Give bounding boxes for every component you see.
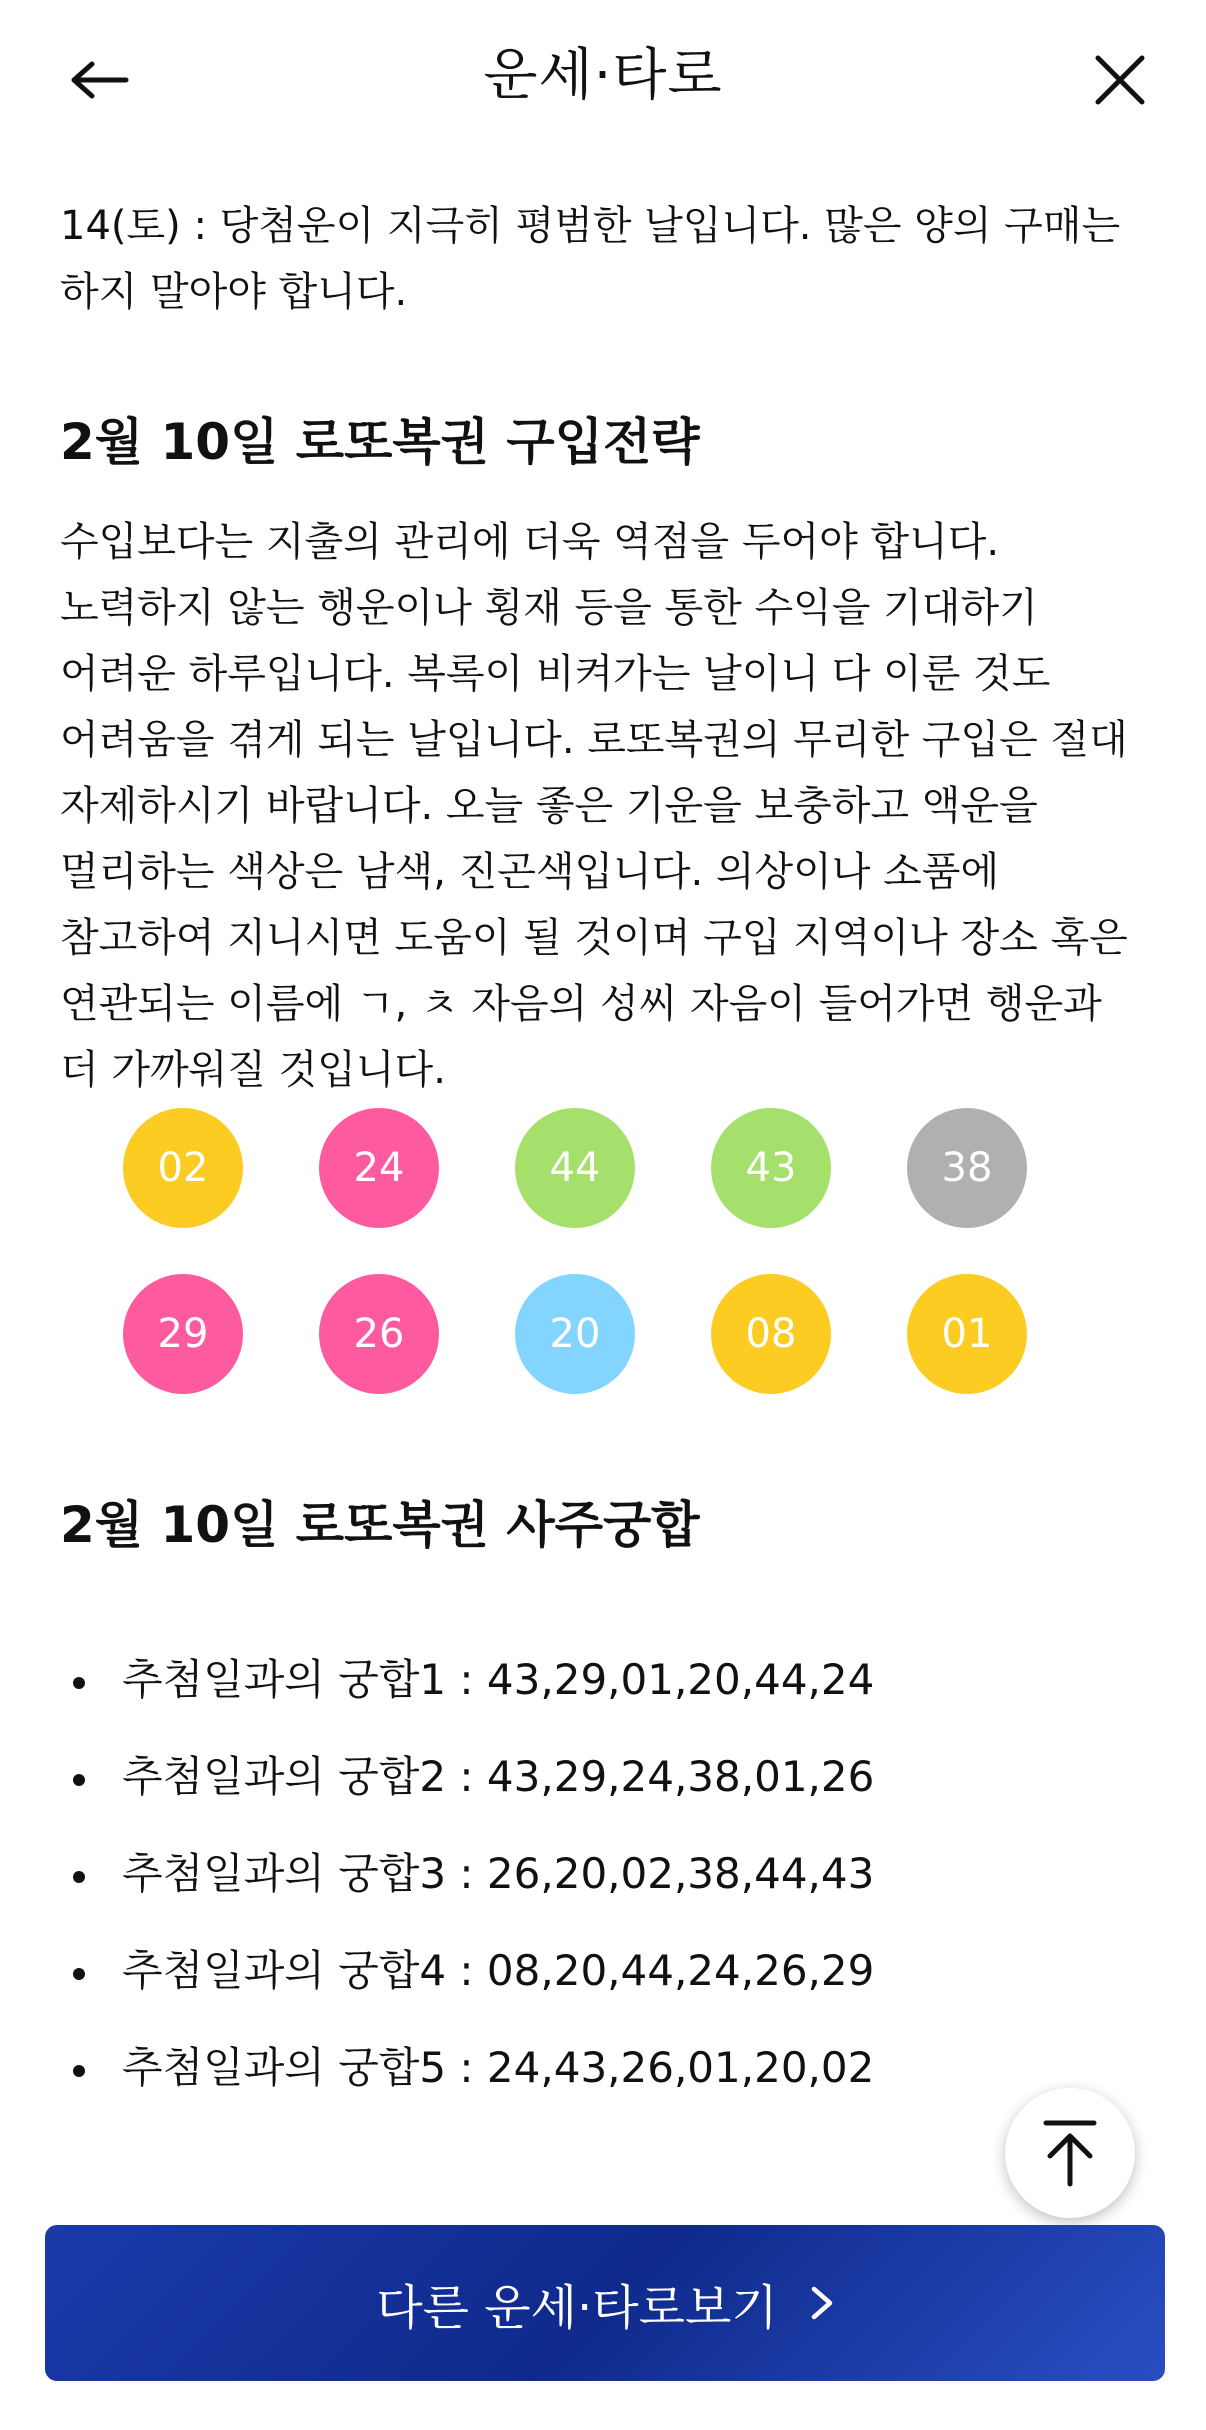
lotto-ball: 43 bbox=[711, 1108, 831, 1228]
compat-title: 2월 10일 로또복권 사주궁합 bbox=[60, 1496, 700, 1554]
lotto-ball: 01 bbox=[907, 1274, 1027, 1394]
list-item: 추첨일과의 궁합5 : 24,43,26,01,20,02 bbox=[60, 2038, 1150, 2135]
lotto-row-1 bbox=[123, 1108, 1027, 1228]
lotto-ball: 44 bbox=[515, 1108, 635, 1228]
chevron-right-icon bbox=[810, 2285, 834, 2321]
lotto-ball: 20 bbox=[515, 1274, 635, 1394]
lotto-row-2 bbox=[123, 1274, 1027, 1394]
compat-list bbox=[60, 1650, 1150, 2135]
strategy-body: 수입보다는 지출의 관리에 더욱 역점을 두어야 합니다. 노력하지 않는 행운이나 횡재 등을 통한 수익을 기대하기 어려운 하루입니다. 복록이 비켜가는 날이니 다 이룬 것도 어려움을 겪게 되는 날입니다. 로또복권의 무리한 구입은 절대 자제하시기 바랍니다. 오늘 좋은 기운을 보충하고 액운을 멀리하는 색상은 남색, 진곤색입니다. 의상이나 소품에 참고하여 지니시면 도움이 될 것이며 구입 지역이나 장소 혹은 연관되는 이름에 ㄱ, ㅊ 자음의 성씨 자음이 들어가면 행운과 더 가까워질 것입니다. bbox=[60, 519, 1128, 1093]
scroll-top-button[interactable] bbox=[1005, 2088, 1135, 2218]
lotto-ball: 38 bbox=[907, 1108, 1027, 1228]
other-fortune-button[interactable] bbox=[45, 2225, 1165, 2381]
other-fortune-label: 다른 운세·타로보기 bbox=[376, 2279, 778, 2336]
arrow-up-to-top-icon bbox=[1040, 2118, 1100, 2188]
lotto-ball: 29 bbox=[123, 1274, 243, 1394]
lotto-ball: 08 bbox=[711, 1274, 831, 1394]
main-content bbox=[60, 150, 1150, 1103]
strategy-title: 2월 10일 로또복권 구입전략 bbox=[60, 413, 700, 471]
close-icon bbox=[1094, 54, 1146, 106]
lotto-ball: 24 bbox=[319, 1108, 439, 1228]
lotto-ball: 02 bbox=[123, 1108, 243, 1228]
list-item: 추첨일과의 궁합4 : 08,20,44,24,26,29 bbox=[60, 1941, 1150, 2038]
page-title: 운세·타로 bbox=[483, 43, 723, 108]
forecast-line-14: 14(토) : 당첨운이 지극히 평범한 날입니다. 많은 양의 구매는 하지 말아야 합니다. bbox=[60, 203, 1121, 315]
lotto-ball: 26 bbox=[319, 1274, 439, 1394]
list-item: 추첨일과의 궁합2 : 43,29,24,38,01,26 bbox=[60, 1747, 1150, 1844]
close-button[interactable] bbox=[1080, 40, 1160, 120]
app-header bbox=[0, 0, 1206, 150]
list-item: 추첨일과의 궁합1 : 43,29,01,20,44,24 bbox=[60, 1650, 1150, 1747]
list-item: 추첨일과의 궁합3 : 26,20,02,38,44,43 bbox=[60, 1844, 1150, 1941]
